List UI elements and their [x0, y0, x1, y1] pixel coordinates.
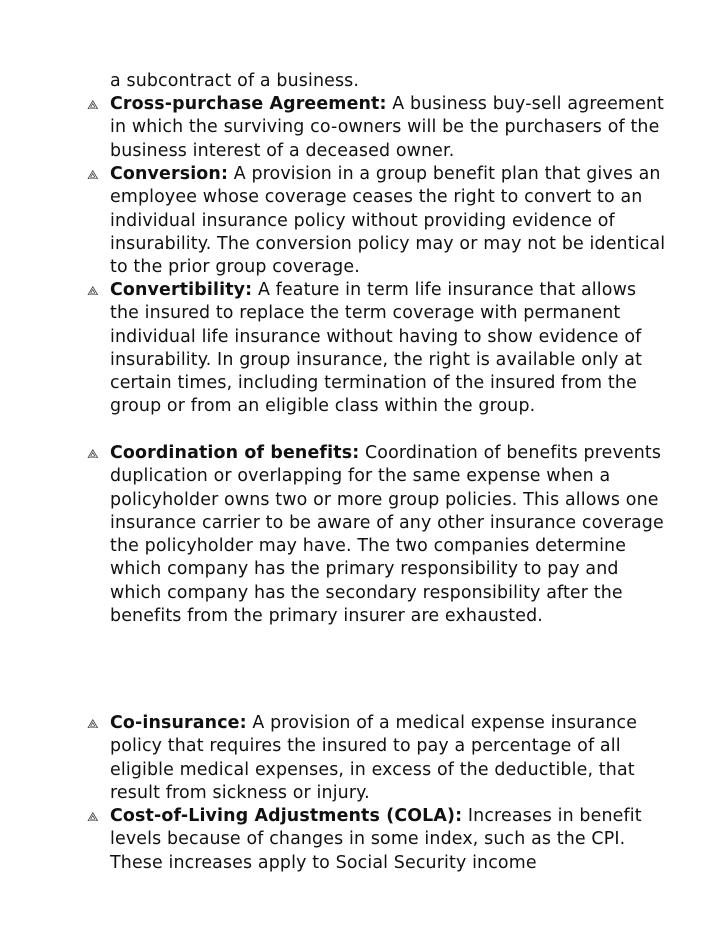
glossary-entry-convertibility: [110, 279, 670, 419]
glossary-term: Coordination of benefits:: [110, 443, 360, 463]
glossary-definition: A feature in term life insurance that allows the insured to replace the term coverage with permanent individual life insurance without having to show evidence of insurability. In group insurance, the right is available only at certain times, including termination of the insured from the group or from an eligible class within the group.: [110, 280, 643, 417]
glossary-term: Cost-of-Living Adjustments (COLA):: [110, 806, 463, 826]
glossary-entry-cross-purchase-agreement: [110, 93, 670, 163]
glossary-entry-conversion: [110, 163, 670, 279]
glossary-definition: A provision of a medical expense insurance policy that requires the insured to pay a percentage of all eligible medical expenses, in excess of the deductible, that result from sickness or injury.: [110, 713, 638, 803]
glossary-definition: Coordination of benefits prevents duplication or overlapping for the same expense when a policyholder owns two or more group policies. This allows one insurance carrier to be aware of any other insurance coverage the policyholder may have. The two companies determine which company has the primary responsibility to pay and which company has the secondary responsibility after the benefits from the primary insurer are exhausted.: [110, 443, 664, 627]
bullet-icon: ⟁: [87, 717, 99, 732]
glossary-entry-coordination-of-benefits: [110, 442, 670, 628]
glossary-definition: A provision in a group benefit plan that gives an employee whose coverage ceases the right to convert to an individual insurance policy without providing evidence of insurability. The conversion policy may or may not be identical to the prior group coverage.: [110, 164, 666, 278]
glossary-definition: Increases in benefit levels because of changes in some index, such as the CPI. These increases apply to Social Security income: [110, 806, 642, 873]
glossary-entry-co-insurance: [110, 712, 670, 805]
glossary-term: Co-insurance:: [110, 713, 247, 733]
glossary-definition: A business buy-sell agreement in which the surviving co-owners will be the purchasers of the business interest of a deceased owner.: [110, 94, 665, 161]
continued-text: a subcontract of a business.: [110, 71, 360, 91]
glossary-entry-cola: [110, 805, 670, 875]
glossary-term: Convertibility:: [110, 280, 253, 300]
bullet-icon: ⟁: [87, 168, 99, 183]
glossary-term: Cross-purchase Agreement:: [110, 94, 387, 114]
bullet-icon: ⟁: [87, 810, 99, 825]
bullet-icon: ⟁: [87, 447, 99, 462]
bullet-icon: ⟁: [87, 284, 99, 299]
bullet-icon: ⟁: [87, 98, 99, 113]
glossary-term: Conversion:: [110, 164, 229, 184]
